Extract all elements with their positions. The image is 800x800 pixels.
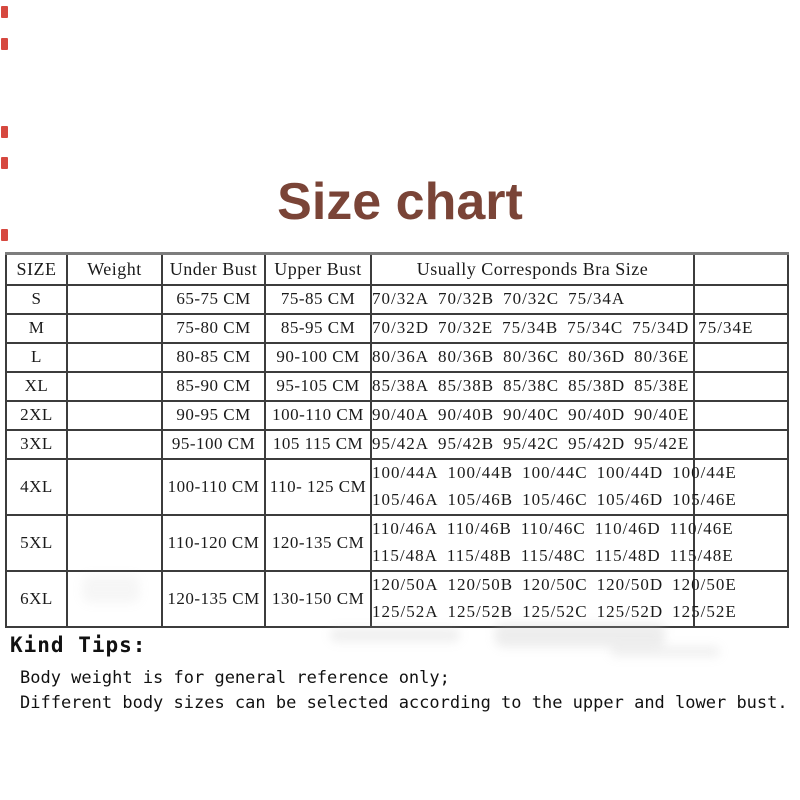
bra-size-value: 85/38B — [438, 376, 495, 395]
bra-size-value: 85/38A — [372, 376, 429, 395]
size-cell: M — [6, 314, 67, 343]
weight-cell — [67, 459, 162, 515]
bra-size-line — [372, 286, 625, 313]
column-header: Weight — [67, 254, 162, 285]
size-cell: 4XL — [6, 459, 67, 515]
weight-cell — [67, 314, 162, 343]
bra-size-value: 110/46C — [520, 519, 586, 538]
bra-size-value: 95/42B — [438, 434, 495, 453]
kind-tips-line: Body weight is for general reference only; — [20, 668, 450, 688]
bra-size-cell — [371, 372, 694, 401]
under-bust-cell: 90-95 CM — [162, 401, 265, 430]
bra-size-value: 95/42A — [372, 434, 429, 453]
watermark-smudge — [82, 575, 140, 603]
weight-cell — [67, 401, 162, 430]
bra-size-value: 95/42C — [503, 434, 560, 453]
size-cell: S — [6, 285, 67, 314]
upper-bust-cell: 100-110 CM — [265, 401, 371, 430]
bra-size-value: 80/36B — [438, 347, 495, 366]
bra-size-value: 105/46D — [596, 490, 664, 509]
bra-size-line — [372, 460, 737, 487]
under-bust-cell: 75-80 CM — [162, 314, 265, 343]
bra-size-value: 125/52B — [447, 602, 514, 621]
column-header: Under Bust — [162, 254, 265, 285]
bra-size-value: 95/42D — [568, 434, 626, 453]
under-bust-cell: 110-120 CM — [162, 515, 265, 571]
bra-size-line — [372, 599, 737, 626]
bra-size-value: 90/40A — [372, 405, 429, 424]
bra-size-value: 120/50B — [447, 575, 514, 594]
bra-size-value: 110/46A — [372, 519, 438, 538]
bra-size-value: 100/44B — [447, 463, 514, 482]
upper-bust-cell: 110- 125 CM — [265, 459, 371, 515]
bra-size-value: 100/44E — [672, 463, 737, 482]
size-cell: 2XL — [6, 401, 67, 430]
upper-bust-cell: 75-85 CM — [265, 285, 371, 314]
column-header — [694, 254, 788, 285]
empty-cell — [694, 285, 788, 314]
bra-size-cell — [371, 459, 737, 515]
under-bust-cell: 85-90 CM — [162, 372, 265, 401]
column-header: Usually Corresponds Bra Size — [371, 254, 694, 285]
red-edge-mark — [1, 126, 8, 138]
bra-size-value: 115/48D — [594, 546, 661, 565]
bra-size-value: 120/50A — [372, 575, 439, 594]
column-header: SIZE — [6, 254, 67, 285]
bra-size-value: 110/46B — [446, 519, 512, 538]
bra-size-cell — [371, 515, 734, 571]
weight-cell — [67, 430, 162, 459]
bra-size-value: 75/34A — [568, 289, 626, 308]
bra-size-value: 100/44D — [596, 463, 664, 482]
bra-size-value: 85/38E — [634, 376, 690, 395]
under-bust-cell: 120-135 CM — [162, 571, 265, 627]
upper-bust-cell: 105 115 CM — [265, 430, 371, 459]
bra-size-line — [372, 572, 737, 599]
bra-size-cell — [371, 314, 754, 343]
red-edge-mark — [1, 38, 8, 50]
bra-size-value: 105/46A — [372, 490, 439, 509]
table-row — [6, 515, 788, 571]
bra-size-value: 80/36C — [503, 347, 560, 366]
kind-tips-section — [10, 632, 800, 714]
bra-size-cell — [371, 571, 737, 627]
kind-tips-line: Different body sizes can be selected according to the upper and lower bust. — [20, 693, 788, 713]
under-bust-cell: 95-100 CM — [162, 430, 265, 459]
weight-cell — [67, 343, 162, 372]
bra-size-value: 105/46B — [447, 490, 514, 509]
empty-cell — [694, 430, 788, 459]
under-bust-cell: 100-110 CM — [162, 459, 265, 515]
empty-cell — [694, 401, 788, 430]
bra-size-value: 95/42E — [634, 434, 690, 453]
page-title: Size chart — [277, 173, 523, 231]
bra-size-line — [372, 516, 734, 543]
bra-size-value: 70/32C — [503, 289, 560, 308]
header-row — [6, 254, 788, 285]
under-bust-cell: 65-75 CM — [162, 285, 265, 314]
column-header: Upper Bust — [265, 254, 371, 285]
bra-size-line — [372, 431, 689, 458]
table-row — [6, 285, 788, 314]
bra-size-value: 115/48B — [446, 546, 512, 565]
bra-size-value: 120/50C — [522, 575, 588, 594]
bra-size-value: 75/34D — [632, 318, 690, 337]
red-edge-mark — [1, 6, 8, 18]
table-row — [6, 314, 788, 343]
bra-size-line — [372, 487, 737, 514]
bra-size-value: 125/52E — [672, 602, 737, 621]
size-cell: 6XL — [6, 571, 67, 627]
bra-size-line — [372, 402, 689, 429]
weight-cell — [67, 515, 162, 571]
bra-size-value: 105/46E — [672, 490, 737, 509]
bra-size-value: 90/40D — [568, 405, 626, 424]
bra-size-value: 110/46D — [594, 519, 661, 538]
bra-size-value: 75/34C — [567, 318, 624, 337]
table-row — [6, 401, 788, 430]
bra-size-value: 70/32E — [438, 318, 494, 337]
bra-size-cell — [371, 430, 694, 459]
bra-size-line — [372, 373, 689, 400]
upper-bust-cell: 90-100 CM — [265, 343, 371, 372]
table-row — [6, 430, 788, 459]
bra-size-value: 70/32A — [372, 289, 429, 308]
kind-tips-heading: Kind Tips: — [10, 633, 147, 657]
bra-size-cell — [371, 401, 694, 430]
upper-bust-cell: 120-135 CM — [265, 515, 371, 571]
bra-size-value: 75/34B — [502, 318, 559, 337]
size-cell: 3XL — [6, 430, 67, 459]
red-edge-mark — [1, 157, 8, 169]
size-chart-table — [5, 252, 789, 628]
bra-size-value: 70/32B — [438, 289, 495, 308]
bra-size-value: 120/50D — [596, 575, 664, 594]
bra-size-value: 80/36E — [634, 347, 690, 366]
bra-size-cell — [371, 343, 694, 372]
bra-size-line — [372, 344, 689, 371]
empty-cell — [694, 372, 788, 401]
bra-size-value: 110/46E — [669, 519, 734, 538]
table-row — [6, 343, 788, 372]
bra-size-value: 85/38C — [503, 376, 560, 395]
size-cell: 5XL — [6, 515, 67, 571]
bra-size-value: 80/36D — [568, 347, 626, 366]
bra-size-value: 115/48C — [520, 546, 586, 565]
upper-bust-cell: 130-150 CM — [265, 571, 371, 627]
bra-size-value: 125/52A — [372, 602, 439, 621]
bra-size-value: 125/52C — [522, 602, 588, 621]
bra-size-value: 80/36A — [372, 347, 429, 366]
bra-size-value: 100/44A — [372, 463, 439, 482]
table-row — [6, 372, 788, 401]
bra-size-value: 115/48A — [372, 546, 438, 565]
empty-cell — [694, 343, 788, 372]
weight-cell — [67, 285, 162, 314]
bra-size-value: 100/44C — [522, 463, 588, 482]
upper-bust-cell: 85-95 CM — [265, 314, 371, 343]
bra-size-value: 70/32D — [372, 318, 429, 337]
bra-size-value: 75/34E — [698, 318, 754, 337]
bra-size-value: 90/40B — [438, 405, 495, 424]
bra-size-cell — [371, 285, 694, 314]
bra-size-value: 105/46C — [522, 490, 588, 509]
weight-cell — [67, 372, 162, 401]
size-cell: XL — [6, 372, 67, 401]
bra-size-value: 90/40C — [503, 405, 560, 424]
bra-size-value: 125/52D — [596, 602, 664, 621]
bra-size-value: 90/40E — [634, 405, 690, 424]
size-cell: L — [6, 343, 67, 372]
table-row — [6, 459, 788, 515]
bra-size-line — [372, 543, 734, 570]
bra-size-value: 115/48E — [669, 546, 734, 565]
bra-size-value: 120/50E — [672, 575, 737, 594]
bra-size-value: 85/38D — [568, 376, 626, 395]
under-bust-cell: 80-85 CM — [162, 343, 265, 372]
upper-bust-cell: 95-105 CM — [265, 372, 371, 401]
